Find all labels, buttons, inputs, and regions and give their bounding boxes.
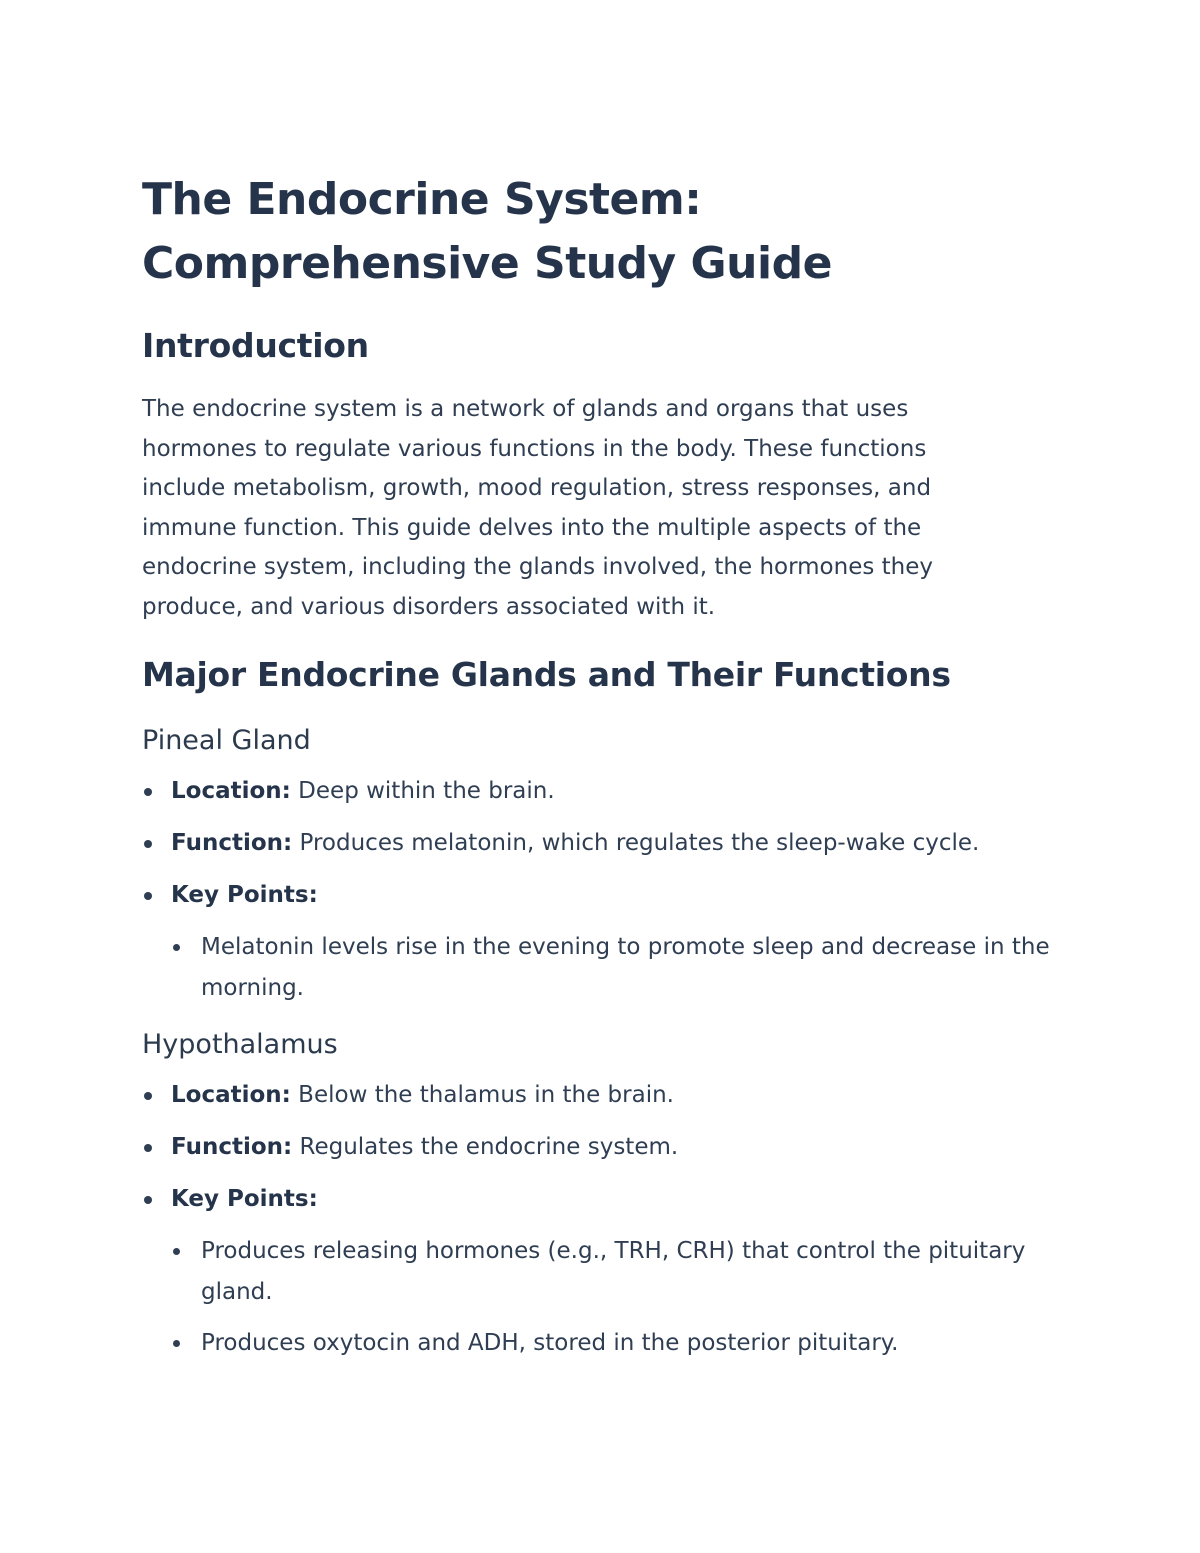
bullet-icon: [144, 1092, 152, 1100]
function-text: Regulates the endocrine system.: [292, 1134, 679, 1160]
bullet-icon: [173, 944, 180, 951]
key-points-list: [171, 1231, 1062, 1364]
list-item: [142, 877, 1062, 1009]
list-item: [142, 773, 1062, 809]
function-label: Function:: [171, 1134, 293, 1160]
pineal-gland-heading: Pineal Gland: [142, 725, 311, 756]
list-item: [171, 927, 1062, 1009]
bullet-icon: [144, 788, 152, 796]
key-point-text: Melatonin levels rise in the evening to promote sleep and decrease in the morning.: [201, 934, 1050, 1001]
hypothalamus-heading: Hypothalamus: [142, 1029, 338, 1060]
document-title: The Endocrine System: Comprehensive Study Guide: [142, 174, 832, 289]
key-point-text: Produces releasing hormones (e.g., TRH, CRH) that control the pituitary gland.: [201, 1238, 1026, 1305]
key-points-list: [171, 927, 1062, 1009]
introduction-paragraph: The endocrine system is a network of glands and organs that uses hormones to regulate various functions in the body. These functions include metabolism, growth, mood regulation, stress responses, and immune function. This guide delves into the multiple aspects of the endocrine system, including the glands involved, the hormones they produce, and various disorders associated with it.: [142, 396, 934, 620]
list-item: [171, 1231, 1062, 1313]
bullet-icon: [173, 1248, 180, 1255]
location-text: Below the thalamus in the brain.: [290, 1082, 674, 1108]
location-label: Location:: [171, 778, 291, 804]
function-label: Function:: [171, 830, 293, 856]
list-item: [142, 1181, 1062, 1364]
list-item: [142, 1129, 1062, 1165]
pineal-gland-list: [142, 773, 1062, 1009]
major-glands-heading: Major Endocrine Glands and Their Functions: [142, 655, 951, 694]
bullet-icon: [173, 1340, 180, 1347]
list-item: [142, 1077, 1062, 1113]
bullet-icon: [144, 1196, 152, 1204]
key-points-label: Key Points:: [171, 1186, 318, 1212]
list-item: [142, 825, 1062, 861]
key-point-text: Produces oxytocin and ADH, stored in the posterior pituitary.: [201, 1330, 899, 1356]
bullet-icon: [144, 840, 152, 848]
introduction-heading: Introduction: [142, 326, 369, 365]
document-page: [142, 168, 1062, 1374]
bullet-icon: [144, 1144, 152, 1152]
location-label: Location:: [171, 1082, 291, 1108]
function-text: Produces melatonin, which regulates the sleep-wake cycle.: [292, 830, 980, 856]
list-item: [171, 1323, 1062, 1364]
hypothalamus-list: [142, 1077, 1062, 1364]
bullet-icon: [144, 892, 152, 900]
key-points-label: Key Points:: [171, 882, 318, 908]
location-text: Deep within the brain.: [290, 778, 555, 804]
